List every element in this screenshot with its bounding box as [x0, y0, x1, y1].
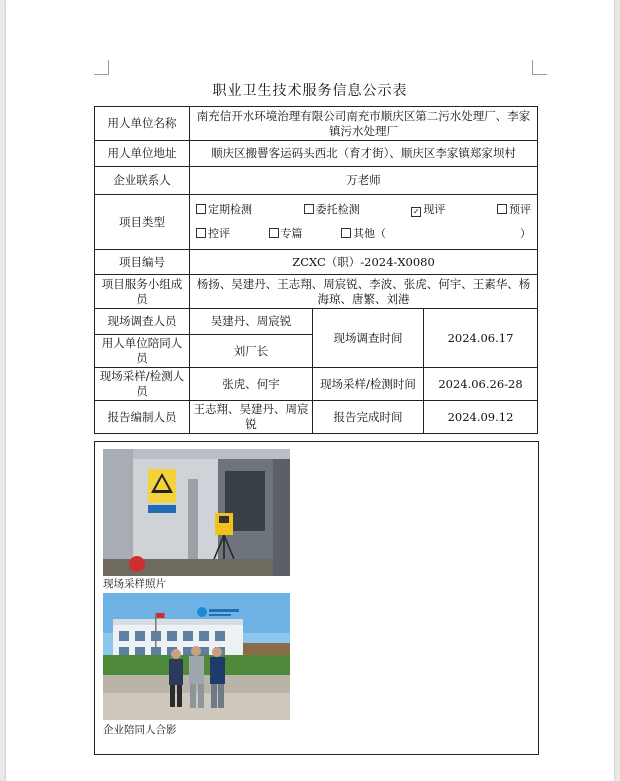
option-periodic-test[interactable]: 定期检测 — [196, 198, 252, 222]
option-pre-evaluation[interactable]: 预评 — [497, 198, 531, 222]
group-photo — [103, 593, 290, 720]
sampling-staff-value: 张虎、何宇 — [190, 368, 313, 401]
contact-value: 万老师 — [190, 167, 538, 195]
table-row — [95, 141, 538, 167]
accompany-label: 用人单位陪同人员 — [95, 335, 190, 368]
sampling-time-value: 2024.06.26-28 — [424, 368, 538, 401]
checkbox[interactable] — [341, 228, 351, 238]
accompany-value: 刘厂长 — [190, 335, 313, 368]
document-page — [6, 0, 614, 781]
table-row — [95, 250, 538, 275]
employer-name-value: 南充信开水环境治理有限公司南充市顺庆区第二污水处理厂、李家镇污水处理厂 — [190, 107, 538, 141]
checkbox-checked[interactable]: ✓ — [412, 207, 420, 216]
table-row — [95, 368, 538, 401]
project-no-label: 项目编号 — [95, 250, 190, 275]
photo-box — [94, 441, 539, 755]
report-staff-label: 报告编制人员 — [95, 401, 190, 434]
checkbox[interactable] — [269, 228, 279, 238]
checkbox[interactable] — [497, 204, 507, 214]
option-control-evaluation[interactable]: 控评 — [196, 222, 230, 246]
group-photo-image — [103, 593, 290, 720]
survey-staff-label: 现场调查人员 — [95, 309, 190, 335]
sampling-photo — [103, 449, 290, 576]
employer-address-label: 用人单位地址 — [95, 141, 190, 167]
table-row — [95, 309, 538, 335]
table-row — [95, 275, 538, 309]
project-type-label: 项目类型 — [95, 195, 190, 250]
table-row — [95, 195, 538, 250]
option-special-chapter[interactable]: 专篇 — [269, 222, 303, 246]
table-row — [95, 107, 538, 141]
sampling-time-label: 现场采样/检测时间 — [313, 368, 424, 401]
info-table — [94, 106, 538, 434]
project-type-options — [190, 195, 538, 250]
table-row — [95, 401, 538, 434]
option-current-evaluation[interactable]: ✓ 现评 — [412, 203, 446, 216]
checkbox[interactable] — [196, 228, 206, 238]
survey-staff-value: 吴建丹、周宸锐 — [190, 309, 313, 335]
sampling-staff-label: 现场采样/检测人员 — [95, 368, 190, 401]
option-other[interactable]: 其他（ ） — [341, 222, 531, 246]
sampling-photo-image — [103, 449, 290, 576]
survey-time-label: 现场调查时间 — [313, 309, 424, 368]
checkbox[interactable] — [304, 204, 314, 214]
report-staff-value: 王志翔、吴建丹、周宸锐 — [190, 401, 313, 434]
report-time-value: 2024.09.12 — [424, 401, 538, 434]
table-row — [95, 167, 538, 195]
team-label: 项目服务小组成员 — [95, 275, 190, 309]
project-no-value: ZCXC（职）-2024-X0080 — [190, 250, 538, 275]
group-photo-caption: 企业陪同人合影 — [103, 724, 177, 736]
option-commissioned-test[interactable]: 委托检测 — [304, 198, 360, 222]
crop-mark-top-right — [532, 60, 547, 75]
checkbox[interactable] — [196, 204, 206, 214]
employer-name-label: 用人单位名称 — [95, 107, 190, 141]
contact-label: 企业联系人 — [95, 167, 190, 195]
report-time-label: 报告完成时间 — [313, 401, 424, 434]
team-value: 杨扬、吴建丹、王志翔、周宸锐、李波、张虎、何宇、王素华、杨海琼、唐繁、刘港 — [190, 275, 538, 309]
sampling-photo-caption: 现场采样照片 — [103, 578, 166, 590]
crop-mark-top-left — [94, 60, 109, 75]
employer-address-value: 顺庆区搬罾客运码头西北（育才街）、顺庆区李家镇郑家坝村 — [190, 141, 538, 167]
document-title: 职业卫生技术服务信息公示表 — [212, 83, 408, 99]
survey-time-value: 2024.06.17 — [424, 309, 538, 368]
